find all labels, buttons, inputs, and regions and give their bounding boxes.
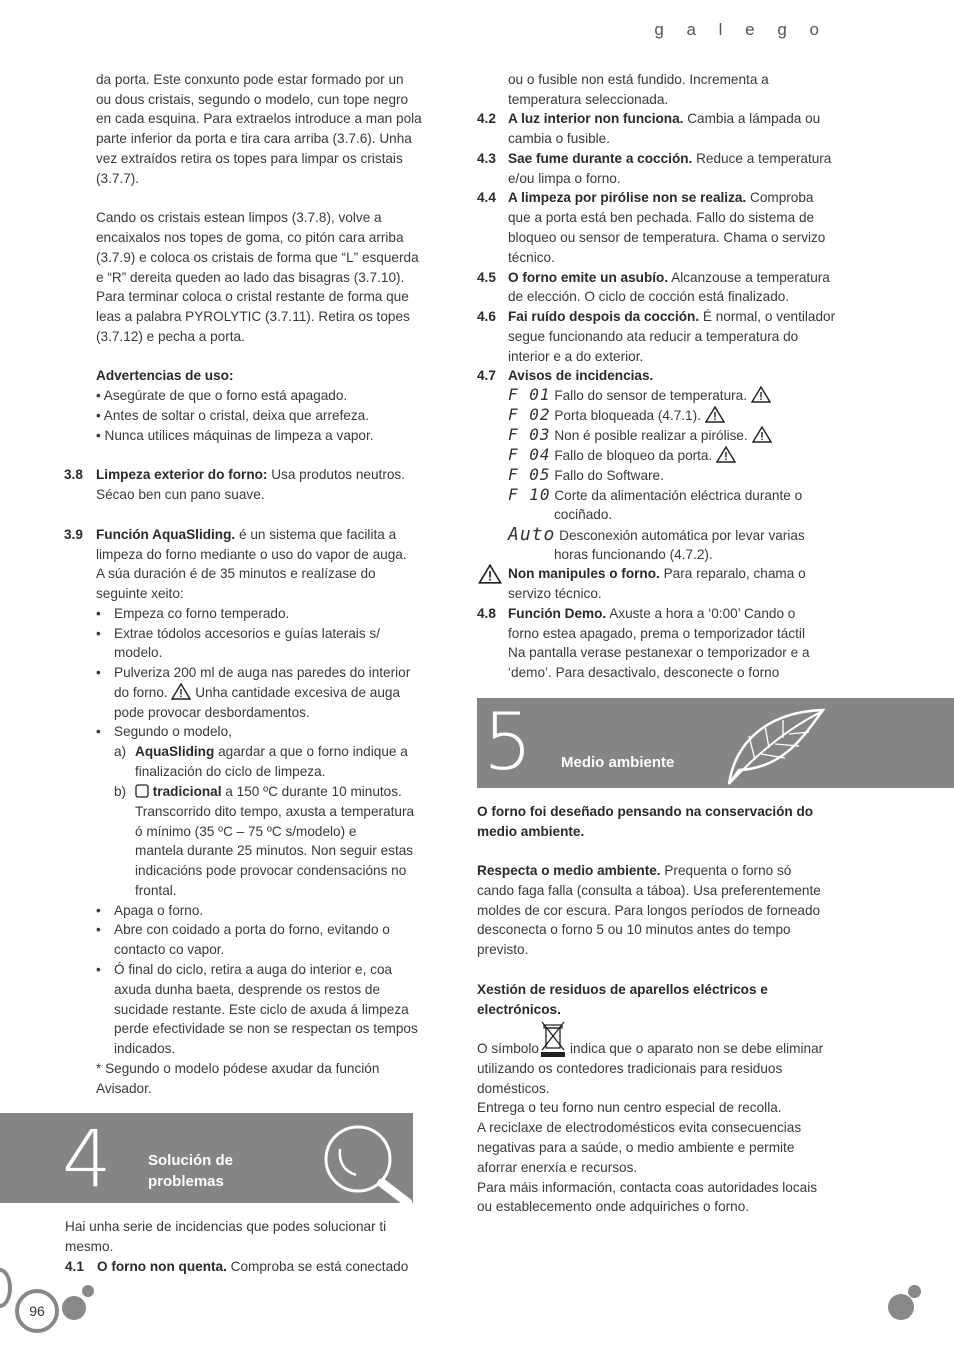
footnote: * Segundo o modelo pódese axudar da función — [96, 1061, 380, 1076]
list-item-cont: modelo. — [114, 645, 163, 660]
section-heading: A luz interior non funciona. Cambia a lámpada ou — [508, 111, 821, 126]
section-heading: Sae fume durante a cocción. Reduce a temperatura — [508, 151, 832, 166]
paragraph-line: indica que o aparato non se debe eliminar — [570, 1041, 824, 1056]
section-number: 4.7 — [477, 368, 496, 383]
paragraph-line: interior e a do exterior. — [508, 349, 644, 364]
list-item-cont: sucidade restante. Este ciclo de axuda á limpeza — [114, 1002, 409, 1017]
magnifier-icon — [320, 1121, 412, 1203]
decorative-dot — [908, 1285, 921, 1298]
section-heading: Función AquaSliding. é un sistema que facilita a — [96, 527, 397, 542]
sub-item-cont: ó mínimo (35 ºC – 75 ºC s/modelo) e — [135, 824, 357, 839]
paragraph-line: Na pantalla verase pestanexar o temporizador e a — [508, 645, 810, 660]
banner-number: 4 — [62, 1115, 112, 1205]
error-code: F 04 — [508, 445, 551, 464]
paragraph-line: A súa duración é de 35 minutos e realízase do — [96, 566, 376, 581]
paragraph-line: Para terminar coloca o cristal restante de forma que — [96, 289, 409, 304]
error-code: F 05 — [508, 465, 551, 484]
decorative-dot — [82, 1285, 94, 1297]
decorative-dot — [62, 1296, 86, 1320]
paragraph-line: Para máis información, contacta coas autoridades locais — [477, 1180, 818, 1195]
paragraph-line: horas funcionando (4.7.2). — [554, 547, 713, 562]
error-code-row: F 03 Non é posible realizar a pirólise. — [508, 425, 772, 446]
warning-icon — [751, 386, 771, 403]
list-item-cont: contacto co vapor. — [114, 942, 225, 957]
paragraph-line: (3.7.7). — [96, 171, 140, 186]
paragraph-line: ou o fusible non está fundido. Incrementa a — [508, 72, 769, 87]
list-item: • Segundo o modelo, — [114, 722, 232, 742]
paragraph-line: cociñado. — [554, 507, 613, 522]
paragraph-line: servizo técnico. — [508, 586, 602, 601]
section-number: 4.3 — [477, 151, 496, 166]
paragraph-line: aforrar enerxía e recursos. — [477, 1160, 638, 1175]
banner-title: Solución de problemas — [148, 1152, 234, 1190]
paragraph-line: en cada esquina. Para extraelos introduce a man pola — [96, 111, 422, 126]
paragraph-line: utilizando os contedores tradicionais para residuos — [477, 1061, 783, 1076]
list-item-cont: perde efectividade se non se respectan os tempos — [114, 1021, 418, 1036]
error-code: F 01 — [508, 385, 551, 404]
banner-number: 5 — [483, 698, 533, 788]
sub-item-cont: mantela durante 25 minutos. Non seguir estas — [135, 843, 414, 858]
footnote: Avisador. — [96, 1081, 152, 1096]
list-item: • Apaga o forno. — [114, 901, 203, 921]
error-code-row: F 05 Fallo do Software. — [508, 465, 664, 484]
error-code-row: Auto Desconexión automática por levar varias — [508, 524, 805, 545]
paragraph-line: (3.7.9) e coloca os cristais de forma que “L” esquerda — [96, 250, 419, 265]
sub-item-cont: finalización do ciclo de limpeza. — [135, 764, 326, 779]
list-item: • Ó final do ciclo, retira a auga do interior e, coa — [114, 960, 392, 980]
paragraph-line: O forno foi deseñado pensando na conservación do — [477, 804, 814, 819]
list-item-cont: pode provocar desbordamentos. — [114, 705, 310, 720]
banner-title: Medio ambiente — [561, 754, 675, 771]
paragraph-line: e/ou limpa o forno. — [508, 171, 621, 186]
paragraph-line: ou establecemento onde adquiriches o forno. — [477, 1199, 750, 1214]
paragraph-line: cambia o fusible. — [508, 131, 611, 146]
section-heading: Función Demo. Axuste a hora a ‘0:00’ Cando o — [508, 606, 796, 621]
section-number: 3.9 — [64, 527, 83, 542]
error-code-row: F 01 Fallo do sensor de temperatura. — [508, 385, 771, 406]
section-heading: Avisos de incidencias. — [508, 368, 654, 383]
paragraph-line: técnico. — [508, 250, 555, 265]
paragraph-line: que a porta está ben pechada. Fallo do sistema de — [508, 210, 815, 225]
error-code: F 10 — [508, 485, 551, 504]
section-number: 4.2 — [477, 111, 496, 126]
paragraph-line: cando faga falla (consulta a tábоa). Usa preferentemente — [477, 883, 821, 898]
advertencias-title: Advertencias de uso: — [96, 368, 234, 383]
section-heading: Limpeza exterior do forno: Usa produtos neutros. — [96, 467, 405, 482]
sub-item-cont: indicacións pode provocar condensacións no — [135, 863, 407, 878]
error-code: F 03 — [508, 425, 551, 444]
paragraph-line: de elección. O ciclo de cocción está finalizado. — [508, 289, 790, 304]
sub-item: tradicional a 150 ºC durante 10 minutos. — [135, 782, 402, 802]
paragraph-line: bloqueo ou sensor de temperatura. Chama o servizo — [508, 230, 826, 245]
oven-mode-icon — [135, 784, 149, 798]
section-number: 4.6 — [477, 309, 496, 324]
section-heading: O forno non quenta. Comproba se está conectado — [97, 1259, 409, 1274]
paragraph-line: domésticos. — [477, 1081, 550, 1096]
paragraph-line: seguinte xeito: — [96, 586, 184, 601]
error-code-row: F 04 Fallo de bloqueo da porta. — [508, 445, 736, 466]
warning-icon — [478, 564, 502, 584]
section-heading: A limpeza por pirólise non se realiza. Comproba — [508, 190, 814, 205]
paragraph-line: leas a palabra PYROLYTIC (3.7.11). Retira os topes — [96, 309, 410, 324]
leaf-icon — [725, 704, 827, 788]
list-item: • Asegúrate de que o forno está apagado. — [96, 388, 348, 403]
paragraph-line: forno estea apagado, prema o temporizador táctil — [508, 626, 805, 641]
warning-icon — [752, 426, 772, 443]
paragraph-line: da porta. Este conxunto pode estar formado por un — [96, 72, 404, 87]
paragraph-line: previsto. — [477, 942, 529, 957]
paragraph-line: ou dous cristais, segundo o modelo, cun tope negro — [96, 92, 409, 107]
decorative-dot — [888, 1294, 914, 1320]
paragraph-line: A reciclaxe de electrodomésticos evita consecuencias — [477, 1120, 802, 1135]
paragraph-line: medio ambiente. — [477, 824, 585, 839]
paragraph-line: ‘demo’. Para desactivalo, desconecte o forno — [508, 665, 780, 680]
warning-icon — [716, 446, 736, 463]
section-banner-5 — [477, 698, 954, 788]
section-number: 3.8 — [64, 467, 83, 482]
sub-item: AquaSliding agardar a que o forno indique a — [135, 744, 408, 759]
paragraph-line: Xestión de residuos de aparellos eléctricos e — [477, 982, 768, 997]
section-heading: O forno emite un asubío. Alcanzouse a temperatura — [508, 270, 830, 285]
list-item: • Antes de soltar o cristal, deixa que arrefeza. — [96, 408, 370, 423]
section-heading: Fai ruído despois da cocción. É normal, o ventilador — [508, 309, 836, 324]
paragraph-line: vez extraídos retira os topes para limpar os cristais — [96, 151, 403, 166]
section-number: 4.4 — [477, 190, 496, 205]
list-item: • Abre con coidado a porta do forno, evitando o — [114, 920, 390, 940]
paragraph-line: Entrega o teu forno nun centro especial de recolla. — [477, 1100, 782, 1115]
paragraph-line: (3.7.12) e pecha a porta. — [96, 329, 245, 344]
error-code-row: F 10 Corte da alimentación eléctrica durante o — [508, 485, 803, 504]
paragraph-line: O símbolo — [477, 1041, 539, 1056]
paragraph-line: electrónicos. — [477, 1002, 561, 1017]
sub-item-label: b) — [114, 784, 127, 799]
error-code: Auto — [508, 524, 556, 545]
paragraph-line: mesmo. — [65, 1239, 114, 1254]
decorative-circle — [0, 1268, 12, 1308]
list-item: • Empeza co forno temperado. — [114, 604, 289, 624]
section-number: 4.8 — [477, 606, 496, 621]
paragraph-line: Hai unha serie de incidencias que podes solucionar ti — [65, 1219, 387, 1234]
weee-bin-icon — [540, 1020, 566, 1058]
paragraph-line: parte inferior da porta e tira cara arriba (3.7.6). Unha — [96, 131, 412, 146]
paragraph-line: segue funcionando ata reducir a temperatura do — [508, 329, 799, 344]
paragraph-line: Respecta o medio ambiente. Prequenta o forno só — [477, 863, 792, 878]
page-number: 96 — [15, 1289, 59, 1333]
list-item-cont: indicados. — [114, 1041, 176, 1056]
warning-icon — [171, 683, 191, 700]
sub-item-cont: frontal. — [135, 883, 177, 898]
section-number: 4.1 — [65, 1259, 84, 1274]
list-item: • Nunca utilices máquinas de limpeza a vapor. — [96, 428, 374, 443]
language-label: g a l e g o — [654, 20, 828, 39]
error-code-row: F 02 Porta bloqueada (4.7.1). — [508, 405, 725, 426]
warning-icon — [705, 406, 725, 423]
error-code: F 02 — [508, 405, 551, 424]
section-number: 4.5 — [477, 270, 496, 285]
paragraph-line: desconecta o forno 5 ou 10 minutos antes do tempo — [477, 922, 791, 937]
list-item-cont: axuda dunha baeta, desprende os restos de — [114, 982, 381, 997]
paragraph-line: moldes de cor escura. Para longos períodos de forneado — [477, 903, 821, 918]
paragraph-line: limpeza do forno mediante o uso do vapor de auga. — [96, 547, 407, 562]
paragraph-line: negativas para a saúde, o medio ambiente e permite — [477, 1140, 795, 1155]
paragraph-line: Cando os cristais estean limpos (3.7.8), volve a — [96, 210, 382, 225]
paragraph-line: Sécao ben cun pano suave. — [96, 487, 265, 502]
sub-item-cont: Transcorrido dito tempo, axusta a temperatura — [135, 804, 415, 819]
sub-item-label: a) — [114, 744, 127, 759]
warning-note: Non manipules o forno. Para reparalo, chama o — [508, 566, 806, 581]
list-item: • Pulveriza 200 ml de auga nas paredes do interior — [114, 663, 410, 683]
paragraph-line: encaixalos nos topes de goma, co pitón cara arriba — [96, 230, 404, 245]
paragraph-line: temperatura seleccionada. — [508, 92, 669, 107]
section-banner-4 — [0, 1113, 413, 1203]
paragraph-line: e “R” dereita queden ao lado das bisagras (3.7.10). — [96, 270, 405, 285]
list-item-cont: do forno. Unha cantidade excesiva de auga — [114, 685, 401, 700]
list-item: • Extrae tódolos accesorios e guías laterais s/ — [114, 624, 380, 644]
